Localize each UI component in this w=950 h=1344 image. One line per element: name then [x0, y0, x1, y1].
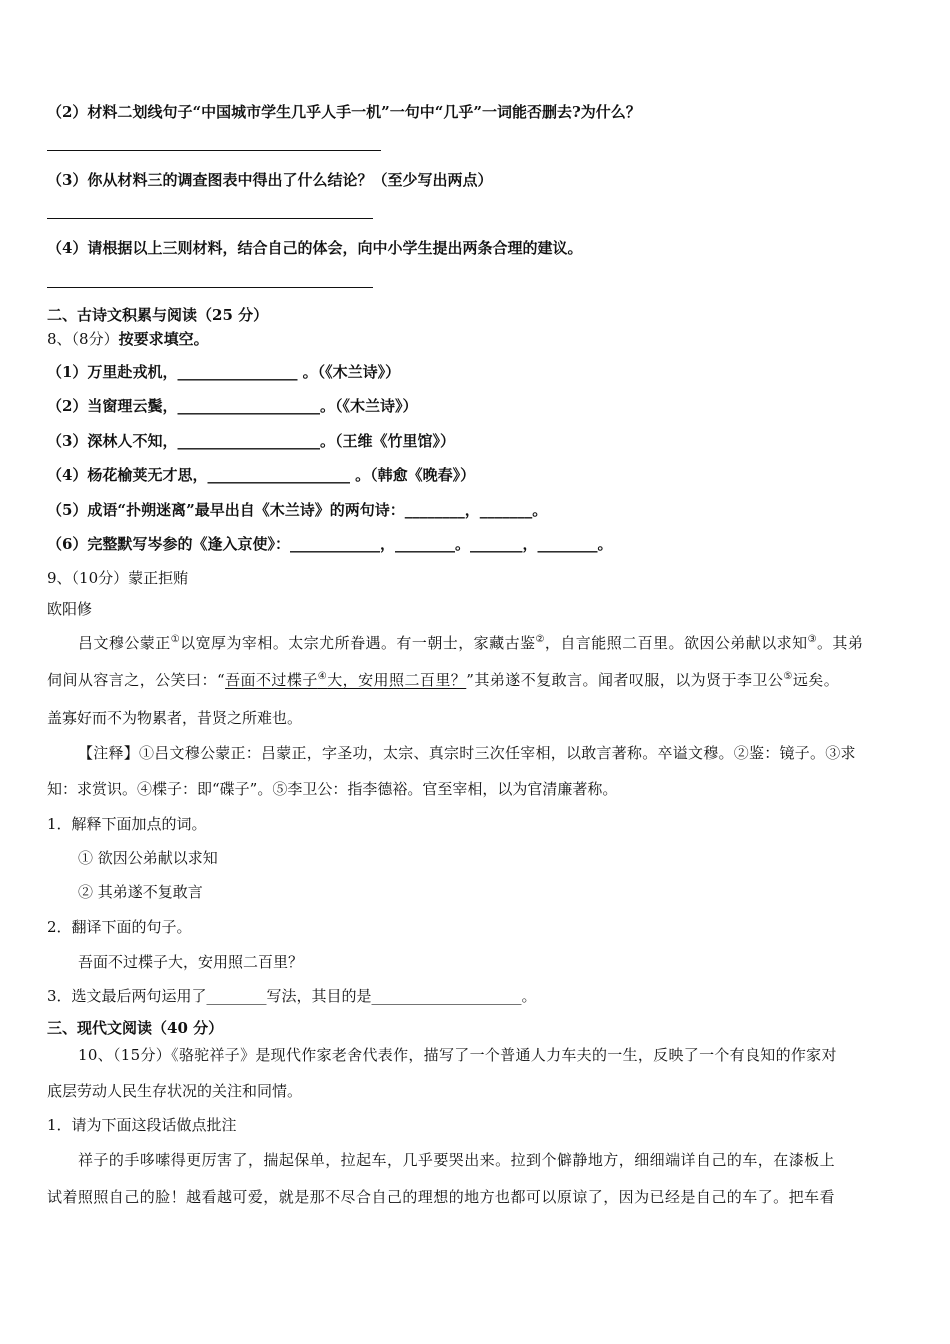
- q9-title: 9、（10分）蒙正拒贿: [47, 569, 189, 587]
- q9-sub1-b: ② 其弟遂不复敢言: [78, 883, 203, 901]
- section3-heading: 三、现代文阅读（40 分）: [47, 1019, 224, 1037]
- footnote-mark: ①: [170, 634, 181, 645]
- q10-sub1: 1．请为下面这段话做点批注: [47, 1116, 237, 1134]
- passage-text: 吕文穆公蒙正: [78, 634, 171, 652]
- q10-intro-line2: 底层劳动人民生存状况的关注和同情。: [47, 1082, 303, 1100]
- q8-item-4: （4）杨花榆荚无才思，___________________ 。（韩愈《晚春》）: [47, 466, 476, 484]
- q7-part3: （3）你从材料三的调查图表中得出了什么结论？（至少写出两点）: [47, 171, 493, 189]
- q8-item-3: （3）深林人不知，___________________。（王维《竹里馆》）: [47, 432, 455, 450]
- q8-item-1: （1）万里赴戎机，________________ 。（《木兰诗》）: [47, 363, 401, 381]
- q10-passage-line1: 祥子的手哆嗦得更厉害了，揣起保单，拉起车，几乎要哭出来。拉到个僻静地方，细细端详自己的车，在漆板上: [78, 1151, 836, 1169]
- q7-part2: （2）材料二划线句子“中国城市学生几乎人手一机”一句中“几乎”一词能否删去?为什么？: [47, 103, 641, 121]
- q9-sub1: 1．解释下面加点的词。: [47, 815, 207, 833]
- passage-text: 吾面不过楪子: [225, 671, 318, 689]
- passage-text: 以宽厚为宰相。太宗尤所眷遇。有一朝士，家藏古鉴: [180, 634, 536, 652]
- q8-item-5: （5）成语“扑朔迷离”最早出自《木兰诗》的两句诗：________，_______。: [47, 501, 548, 519]
- q8-item-6: （6）完整默写岑参的《逢入京使》：____________，________。_______，________。: [47, 535, 613, 553]
- q9-sub3: 3．选文最后两句运用了________写法，其目的是____________________。: [47, 987, 537, 1005]
- footnote-mark: ⑤: [783, 671, 793, 682]
- q9-sub1-a: ① 欲因公弟献以求知: [78, 849, 218, 867]
- passage-text: 伺间从容言之，公笑曰：“: [47, 671, 226, 689]
- q9-passage-line1: [78, 633, 863, 653]
- q9-passage-line2: [47, 670, 839, 690]
- section2-heading: 二、古诗文积累与阅读（25 分）: [47, 306, 269, 324]
- q10-intro-line1: 10、（15分）《骆驼祥子》是现代作家老舍代表作，描写了一个普通人力车夫的一生，反映了一个有良知的作家对: [78, 1046, 837, 1064]
- passage-text: 远矣。: [792, 671, 840, 689]
- answer-line[interactable]: [47, 218, 373, 219]
- q9-sub2-a: 吾面不过楪子大，安用照二百里？: [78, 953, 304, 971]
- q9-passage-line3: 盖寡好而不为物累者，昔贤之所难也。: [47, 709, 303, 727]
- q8-number: 8、（8分）: [47, 330, 119, 348]
- footnote-mark: ③: [807, 634, 817, 645]
- q8-header: [47, 329, 209, 349]
- q9-note-line1: 【注释】①吕文穆公蒙正：吕蒙正，字圣功，太宗、真宗时三次任宰相，以敢言著称。卒谥文穆。②鉴：镜子。③求: [78, 744, 856, 762]
- q9-note-line2: 知：求赏识。④楪子：即“碟子”。⑤李卫公：指李德裕。官至宰相，以为官清廉著称。: [47, 780, 618, 798]
- underlined-sentence: [225, 671, 466, 689]
- q10-passage-line2: 试着照照自己的脸！越看越可爱，就是那不尽合自己的理想的地方也都可以原谅了，因为已经是自己的车了。把车看: [47, 1188, 835, 1206]
- q9-sub2: 2．翻译下面的句子。: [47, 918, 192, 936]
- answer-line[interactable]: [47, 287, 373, 288]
- q8-item-2: （2）当窗理云鬓，___________________。（《木兰诗》）: [47, 397, 418, 415]
- q7-part4: （4）请根据以上三则材料，结合自己的体会，向中小学生提出两条合理的建议。: [47, 239, 583, 257]
- passage-text: 大，安用照二百里？: [327, 671, 467, 689]
- q8-instruction: 按要求填空。: [118, 330, 209, 348]
- q9-author: 欧阳修: [47, 600, 93, 618]
- footnote-mark: ④: [317, 671, 328, 682]
- answer-line[interactable]: [47, 150, 381, 151]
- passage-text: ，自言能照二百里。欲因公弟献以求知: [544, 634, 808, 652]
- passage-text: 。其弟: [816, 634, 864, 652]
- footnote-mark: ②: [535, 634, 545, 645]
- passage-text: ”其弟遂不复敢言。闻者叹服，以为贤于李卫公: [466, 671, 784, 689]
